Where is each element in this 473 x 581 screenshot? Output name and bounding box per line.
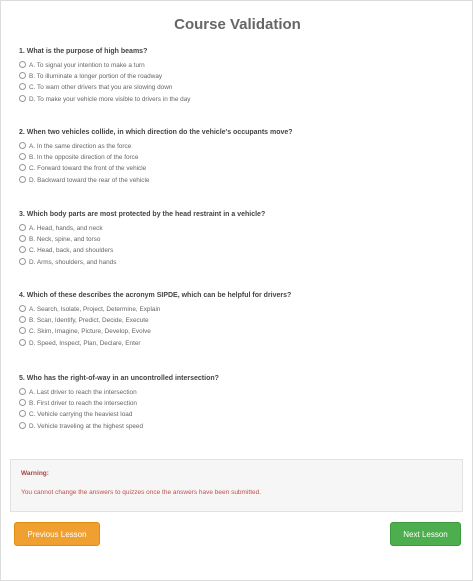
radio-button[interactable] — [19, 258, 26, 265]
radio-button[interactable] — [19, 176, 26, 183]
answer-option[interactable] — [19, 62, 459, 73]
answer-label[interactable]: B. Scan, Identify, Predict, Decide, Execute — [29, 317, 149, 325]
answer-label[interactable]: C. Skim, Imagine, Picture, Develop, Evolve — [29, 328, 151, 336]
previous-lesson-button[interactable]: Previous Lesson — [14, 522, 100, 546]
answer-option[interactable] — [19, 259, 459, 270]
question-3 — [19, 211, 459, 270]
radio-button[interactable] — [19, 95, 26, 102]
radio-button[interactable] — [19, 72, 26, 79]
answer-option[interactable] — [19, 411, 459, 422]
question-text: 5. Who has the right-of-way in an uncontrolled intersection? — [19, 375, 219, 382]
radio-button[interactable] — [19, 224, 26, 231]
warning-title: Warning: — [21, 470, 49, 477]
answer-label[interactable]: D. Backward toward the rear of the vehicle — [29, 176, 150, 184]
answer-label[interactable]: B. Neck, spine, and torso — [29, 236, 101, 244]
question-text: 4. Which of these describes the acronym SIPDE, which can be helpful for drivers? — [19, 292, 292, 299]
answer-option[interactable] — [19, 84, 459, 95]
answer-label[interactable]: D. Speed, Inspect, Plan, Declare, Enter — [29, 339, 141, 347]
radio-button[interactable] — [19, 305, 26, 312]
answer-label[interactable]: A. To signal your intention to make a turn — [29, 62, 145, 69]
answer-label[interactable]: A. Search, Isolate, Project, Determine, Explain — [29, 306, 161, 313]
radio-button[interactable] — [19, 388, 26, 395]
answer-option[interactable] — [19, 389, 459, 400]
question-2 — [19, 129, 459, 188]
radio-button[interactable] — [19, 153, 26, 160]
answer-label[interactable]: A. Head, hands, and neck — [29, 225, 103, 232]
radio-button[interactable] — [19, 164, 26, 171]
radio-button[interactable] — [19, 316, 26, 323]
radio-button[interactable] — [19, 410, 26, 417]
answer-label[interactable]: B. To illuminate a longer portion of the roadway — [29, 73, 163, 81]
question-text: 2. When two vehicles collide, in which direction do the vehicle's occupants move? — [19, 129, 293, 136]
page-title: Course Validation — [174, 16, 301, 33]
question-5 — [19, 375, 459, 434]
question-4 — [19, 292, 459, 351]
answer-option[interactable] — [19, 423, 459, 434]
question-text: 1. What is the purpose of high beams? — [19, 48, 148, 55]
answer-label[interactable]: C. To warn other drivers that you are slowing down — [29, 84, 173, 92]
answer-label[interactable]: A. In the same direction as the force — [29, 143, 132, 150]
answer-option[interactable] — [19, 96, 459, 107]
radio-button[interactable] — [19, 61, 26, 68]
answer-label[interactable]: D. Vehicle traveling at the highest speed — [29, 422, 144, 430]
answer-option[interactable] — [19, 400, 459, 411]
answer-option[interactable] — [19, 225, 459, 236]
answer-label[interactable]: C. Forward toward the front of the vehicle — [29, 165, 147, 173]
answer-option[interactable] — [19, 73, 459, 84]
answer-option[interactable] — [19, 306, 459, 317]
answer-option[interactable] — [19, 317, 459, 328]
question-1 — [19, 48, 459, 107]
warning-message: You cannot change the answers to quizzes once the answers have been submitted. — [21, 489, 262, 496]
answer-label[interactable]: C. Head, back, and shoulders — [29, 247, 114, 255]
answer-option[interactable] — [19, 165, 459, 176]
answer-option[interactable] — [19, 143, 459, 154]
answer-option[interactable] — [19, 236, 459, 247]
radio-button[interactable] — [19, 235, 26, 242]
radio-button[interactable] — [19, 399, 26, 406]
answer-label[interactable]: D. To make your vehicle more visible to drivers in the day — [29, 95, 191, 103]
next-lesson-button[interactable]: Next Lesson — [390, 522, 461, 546]
answer-option[interactable] — [19, 340, 459, 351]
question-text: 3. Which body parts are most protected by the head restraint in a vehicle? — [19, 211, 266, 218]
radio-button[interactable] — [19, 142, 26, 149]
answer-label[interactable]: A. Last driver to reach the intersection — [29, 389, 137, 396]
radio-button[interactable] — [19, 246, 26, 253]
radio-button[interactable] — [19, 422, 26, 429]
radio-button[interactable] — [19, 83, 26, 90]
answer-option[interactable] — [19, 154, 459, 165]
radio-button[interactable] — [19, 327, 26, 334]
warning-box — [10, 459, 463, 512]
answer-option[interactable] — [19, 177, 459, 188]
answer-option[interactable] — [19, 247, 459, 258]
answer-label[interactable]: C. Vehicle carrying the heaviest load — [29, 411, 133, 419]
answer-label[interactable]: B. First driver to reach the intersection — [29, 400, 137, 408]
radio-button[interactable] — [19, 339, 26, 346]
answer-label[interactable]: B. In the opposite direction of the force — [29, 154, 139, 162]
answer-label[interactable]: D. Arms, shoulders, and hands — [29, 258, 117, 266]
answer-option[interactable] — [19, 328, 459, 339]
